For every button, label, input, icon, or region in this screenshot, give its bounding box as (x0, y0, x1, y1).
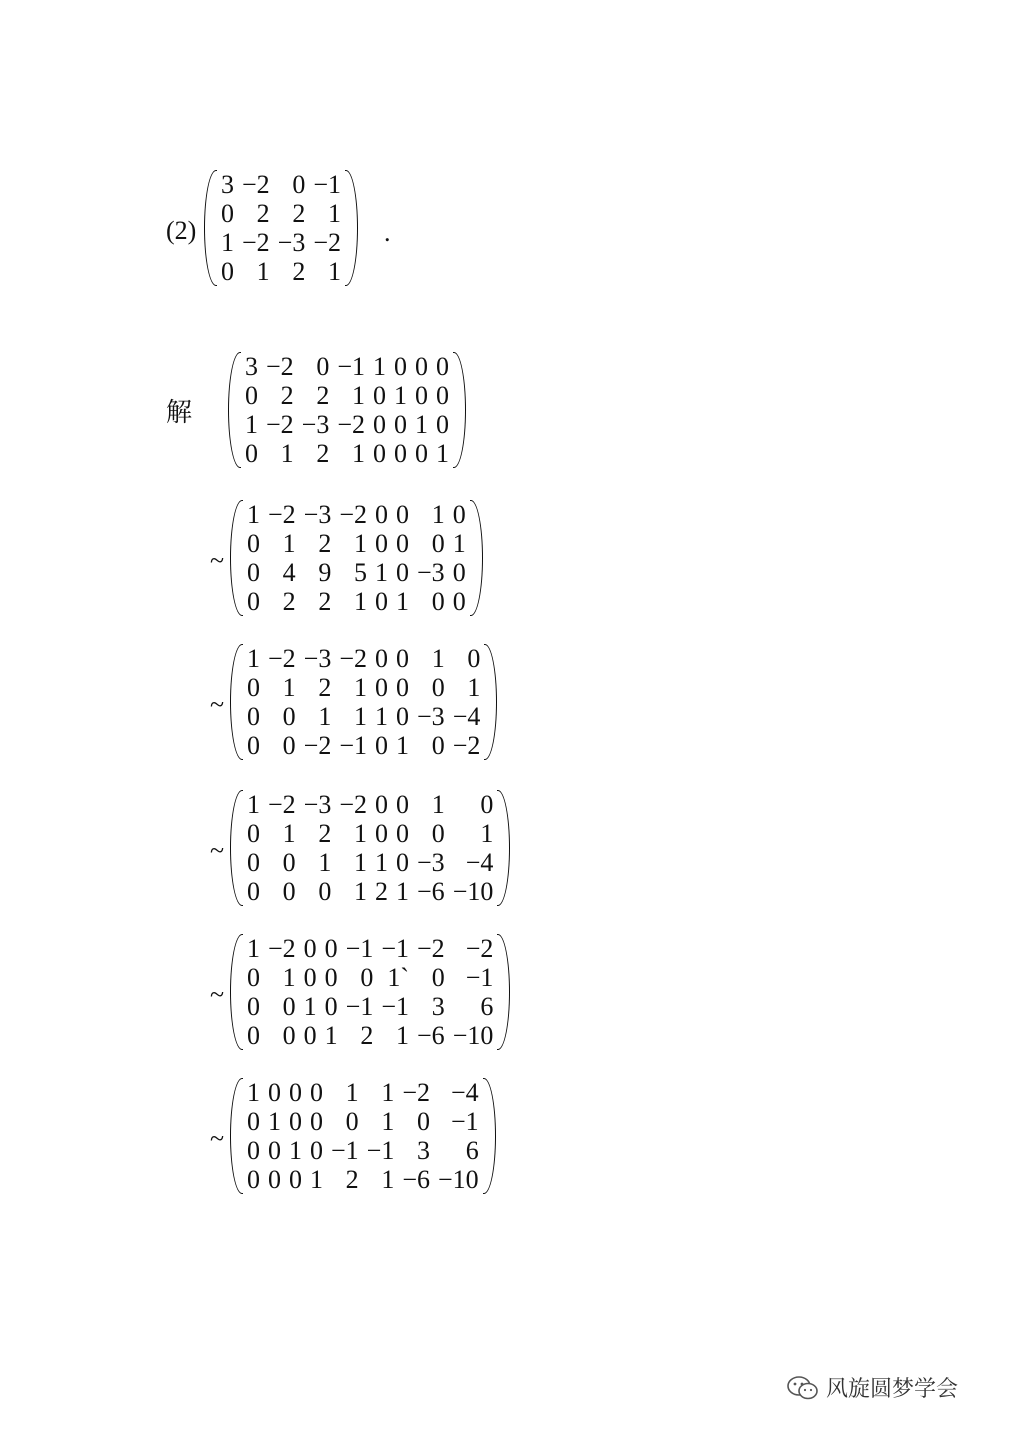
matrix-row (243, 819, 497, 848)
matrix-cell: 0 (452, 587, 466, 616)
left-paren (230, 500, 243, 616)
matrix-cell: −1 (331, 1136, 359, 1165)
matrix-cell: 1 (396, 731, 410, 760)
matrix-cell: 0 (375, 731, 389, 760)
matrix-cell: 2 (318, 587, 332, 616)
matrix-cell: 0 (303, 934, 317, 963)
matrix-0 (204, 170, 358, 286)
matrix-cell: −1 (381, 934, 410, 963)
matrix-6 (230, 1078, 496, 1194)
matrix-cell: 0 (396, 500, 410, 529)
matrix-cell: 0 (431, 587, 445, 616)
matrix-cell: 0 (436, 381, 450, 410)
matrix-table (243, 934, 497, 1050)
wechat-icon (786, 1375, 820, 1401)
matrix-cell: 1 (289, 1136, 302, 1165)
matrix-cell: −3 (303, 644, 332, 673)
matrix-cell: 0 (375, 529, 389, 558)
matrix-cell: −6 (417, 1021, 445, 1050)
matrix-1 (228, 352, 466, 468)
matrix-cell: 1 (373, 352, 387, 381)
matrix-row (243, 963, 497, 992)
matrix-cell: −6 (402, 1165, 431, 1194)
matrix-cell: −3 (303, 790, 332, 819)
matrix-cell: 1 (256, 257, 270, 286)
matrix-cell: 0 (310, 1078, 323, 1107)
matrix-cell: −2 (339, 500, 368, 529)
matrix-row (241, 381, 453, 410)
matrix-row (243, 1078, 483, 1107)
matrix-cell: 0 (431, 673, 445, 702)
matrix-cell: 0 (396, 848, 410, 877)
matrix-cell: 0 (396, 673, 410, 702)
matrix-cell: −1 (366, 1136, 395, 1165)
matrix-cell: 0 (289, 1107, 302, 1136)
matrix-cell: −4 (465, 848, 494, 877)
matrix-row (217, 199, 345, 228)
matrix-cell: 1 (247, 500, 260, 529)
matrix-cell: 1 (354, 848, 368, 877)
matrix-cell: 1 (354, 819, 368, 848)
matrix-cell: 0 (452, 558, 466, 587)
matrix-cell: 0 (245, 439, 258, 468)
matrix-cell: 0 (247, 992, 260, 1021)
matrix-cell: −1 (313, 170, 342, 199)
matrix-cell: 0 (324, 992, 338, 1021)
matrix-table (243, 500, 470, 616)
matrix-row (243, 702, 484, 731)
matrix-cell: 2 (318, 819, 332, 848)
matrix-cell: 0 (375, 587, 389, 616)
tilde-5: ~ (210, 1124, 225, 1153)
matrix-cell: 1 (280, 439, 294, 468)
matrix-cell: 0 (360, 963, 374, 992)
matrix-cell: 1 (431, 500, 445, 529)
matrix-cell: −3 (417, 848, 445, 877)
matrix-cell: 1 (352, 381, 366, 410)
matrix-cell: 1 (345, 1078, 359, 1107)
matrix-row (243, 529, 470, 558)
matrix-cell: 0 (396, 819, 410, 848)
matrix-cell: 0 (417, 1107, 431, 1136)
solution-label: 解 (166, 398, 193, 427)
matrix-cell: 0 (247, 1165, 260, 1194)
right-paren (497, 934, 510, 1050)
left-paren (230, 644, 243, 760)
matrix-cell: 1 (282, 529, 296, 558)
matrix-row (243, 1107, 483, 1136)
matrix-cell: 0 (221, 199, 234, 228)
matrix-cell: 0 (247, 702, 260, 731)
matrix-cell: 0 (247, 877, 260, 906)
matrix-cell: 0 (282, 702, 296, 731)
matrix-cell: 1 (480, 819, 494, 848)
matrix-row (243, 1021, 497, 1050)
matrix-cell: 0 (247, 558, 260, 587)
matrix-cell: 2 (375, 877, 389, 906)
watermark-text: 风旋圆梦学会 (826, 1377, 959, 1402)
matrix-cell: 0 (316, 352, 330, 381)
matrix-cell: 0 (282, 848, 296, 877)
matrix-cell: 0 (303, 1021, 317, 1050)
matrix-cell: −1 (465, 963, 494, 992)
matrix-row (243, 1165, 483, 1194)
matrix-cell: 1 (381, 1107, 395, 1136)
matrix-cell: 0 (247, 1136, 260, 1165)
matrix-cell: 2 (256, 199, 270, 228)
matrix-table (243, 1078, 483, 1194)
matrix-cell: 1 (282, 963, 296, 992)
matrix-cell: 2 (316, 439, 330, 468)
matrix-cell: 1 (282, 673, 296, 702)
matrix-cell: 1 (452, 529, 466, 558)
matrix-cell: 0 (310, 1136, 323, 1165)
matrix-cell: 0 (396, 529, 410, 558)
matrix-cell: 0 (247, 819, 260, 848)
matrix-cell: 3 (221, 170, 234, 199)
matrix-cell: −2 (339, 790, 368, 819)
matrix-cell: −2 (268, 934, 296, 963)
matrix-cell: 0 (247, 963, 260, 992)
matrix-cell: 1` (387, 963, 410, 992)
matrix-cell: 0 (375, 500, 389, 529)
matrix-cell: −1 (339, 731, 368, 760)
matrix-cell: 1 (247, 934, 260, 963)
matrix-row (243, 1136, 483, 1165)
matrix-cell: −10 (452, 1021, 494, 1050)
matrix-cell: 5 (354, 558, 368, 587)
matrix-cell: 1 (354, 877, 368, 906)
matrix-cell: 2 (318, 673, 332, 702)
matrix-cell: −6 (417, 877, 445, 906)
left-paren (230, 790, 243, 906)
matrix-cell: 0 (318, 877, 332, 906)
matrix-cell: 1 (415, 410, 429, 439)
matrix-cell: −3 (417, 702, 445, 731)
matrix-cell: 1 (247, 790, 260, 819)
matrix-cell: 1 (375, 848, 389, 877)
matrix-cell: 0 (396, 702, 410, 731)
matrix-cell: −3 (277, 228, 306, 257)
matrix-cell: −1 (345, 934, 374, 963)
matrix-cell: −2 (339, 644, 368, 673)
matrix-cell: 0 (292, 170, 306, 199)
right-paren (484, 644, 497, 760)
matrix-cell: 3 (245, 352, 258, 381)
matrix-cell: 1 (396, 587, 410, 616)
matrix-cell: 0 (436, 410, 450, 439)
matrix-cell: 1 (431, 644, 445, 673)
matrix-cell: 1 (467, 673, 481, 702)
matrix-cell: 1 (354, 702, 368, 731)
matrix-cell: 0 (247, 1021, 260, 1050)
matrix-cell: 2 (292, 199, 306, 228)
matrix-cell: 0 (431, 819, 445, 848)
matrix-cell: 0 (373, 381, 387, 410)
matrix-row (243, 848, 497, 877)
matrix-cell: 0 (373, 439, 387, 468)
matrix-cell: 0 (268, 1078, 281, 1107)
matrix-2 (230, 500, 483, 616)
matrix-cell: 4 (282, 558, 296, 587)
matrix-cell: −4 (452, 702, 481, 731)
matrix-cell: 1 (394, 381, 408, 410)
right-paren (453, 352, 466, 468)
left-paren (228, 352, 241, 468)
right-paren (470, 500, 483, 616)
matrix-cell: 6 (480, 992, 494, 1021)
matrix-cell: 0 (373, 410, 387, 439)
right-paren (345, 170, 358, 286)
matrix-cell: 1 (247, 644, 260, 673)
left-paren (230, 1078, 243, 1194)
matrix-table (241, 352, 453, 468)
matrix-row (217, 228, 345, 257)
tilde-2: ~ (210, 690, 225, 719)
matrix-cell: 6 (465, 1136, 479, 1165)
matrix-cell: 1 (354, 673, 368, 702)
matrix-cell: 0 (396, 644, 410, 673)
matrix-cell: 2 (282, 587, 296, 616)
matrix-cell: 1 (268, 1107, 281, 1136)
matrix-cell: 0 (431, 963, 445, 992)
matrix-cell: 0 (467, 644, 481, 673)
matrix-cell: −1 (451, 1107, 479, 1136)
matrix-cell: 0 (268, 1136, 281, 1165)
matrix-cell: 1 (318, 702, 332, 731)
matrix-table (243, 790, 497, 906)
tilde-4: ~ (210, 980, 225, 1009)
matrix-cell: −2 (268, 500, 296, 529)
matrix-cell: −3 (303, 500, 332, 529)
problem-label: (2) (166, 216, 197, 245)
matrix-cell: 1 (282, 819, 296, 848)
matrix-row (243, 731, 484, 760)
matrix-cell: 0 (268, 1165, 281, 1194)
matrix-cell: −2 (266, 410, 294, 439)
matrix-row (243, 992, 497, 1021)
matrix-cell: −1 (381, 992, 410, 1021)
matrix-cell: 2 (318, 529, 332, 558)
matrix-cell: −4 (451, 1078, 479, 1107)
matrix-cell: 0 (415, 352, 429, 381)
matrix-cell: 1 (328, 199, 342, 228)
matrix-cell: 2 (345, 1165, 359, 1194)
matrix-cell: −2 (452, 731, 481, 760)
matrix-cell: 1 (354, 587, 368, 616)
matrix-cell: −3 (417, 558, 445, 587)
matrix-cell: 0 (289, 1165, 302, 1194)
matrix-cell: −3 (301, 410, 330, 439)
matrix-cell: 0 (324, 934, 338, 963)
matrix-cell: 1 (318, 848, 332, 877)
matrix-cell: 0 (282, 992, 296, 1021)
matrix-cell: 0 (247, 673, 260, 702)
matrix-cell: 1 (245, 410, 258, 439)
matrix-cell: 0 (345, 1107, 359, 1136)
matrix-cell: 1 (328, 257, 342, 286)
matrix-cell: 1 (324, 1021, 338, 1050)
matrix-cell: 1 (247, 1078, 260, 1107)
matrix-cell: 1 (354, 529, 368, 558)
matrix-cell: −10 (438, 1165, 479, 1194)
matrix-cell: 0 (452, 500, 466, 529)
matrix-row (243, 877, 497, 906)
matrix-cell: 1 (396, 877, 410, 906)
matrix-cell: 1 (221, 228, 234, 257)
watermark (786, 1372, 958, 1403)
matrix-cell: 3 (431, 992, 445, 1021)
matrix-cell: 0 (282, 731, 296, 760)
matrix-cell: 0 (394, 352, 408, 381)
matrix-cell: 0 (247, 587, 260, 616)
matrix-cell: 1 (436, 439, 450, 468)
matrix-cell: −1 (337, 352, 366, 381)
matrix-cell: 2 (292, 257, 306, 286)
matrix-cell: 0 (394, 439, 408, 468)
matrix-cell: 0 (289, 1078, 302, 1107)
period: . (384, 218, 391, 247)
matrix-cell: −2 (266, 352, 294, 381)
matrix-cell: 0 (375, 673, 389, 702)
matrix-cell: 0 (480, 790, 494, 819)
matrix-cell: 0 (324, 963, 338, 992)
left-paren (204, 170, 217, 286)
matrix-cell: −2 (242, 228, 270, 257)
matrix-row (241, 410, 453, 439)
matrix-row (217, 170, 345, 199)
matrix-row (243, 934, 497, 963)
matrix-cell: 0 (396, 558, 410, 587)
matrix-cell: 0 (375, 644, 389, 673)
matrix-cell: −2 (465, 934, 494, 963)
matrix-cell: 0 (375, 819, 389, 848)
matrix-cell: 0 (303, 963, 317, 992)
matrix-cell: −2 (242, 170, 270, 199)
matrix-cell: 0 (431, 529, 445, 558)
matrix-cell: −2 (402, 1078, 431, 1107)
matrix-cell: 0 (431, 731, 445, 760)
matrix-cell: 0 (221, 257, 234, 286)
matrix-row (243, 790, 497, 819)
matrix-cell: 1 (431, 790, 445, 819)
left-paren (230, 934, 243, 1050)
tilde-3: ~ (210, 836, 225, 865)
matrix-cell: 2 (280, 381, 294, 410)
matrix-row (243, 558, 470, 587)
matrix-cell: 0 (415, 381, 429, 410)
matrix-cell: 1 (375, 558, 389, 587)
matrix-cell: −2 (337, 410, 366, 439)
matrix-5 (230, 934, 510, 1050)
matrix-cell: 0 (247, 848, 260, 877)
tilde-1: ~ (210, 546, 225, 575)
right-paren (497, 790, 510, 906)
matrix-3 (230, 644, 497, 760)
matrix-cell: 0 (247, 731, 260, 760)
matrix-cell: 0 (436, 352, 450, 381)
matrix-cell: −1 (345, 992, 374, 1021)
matrix-cell: 0 (245, 381, 258, 410)
matrix-cell: 1 (303, 992, 317, 1021)
matrix-table (217, 170, 345, 286)
matrix-cell: 0 (282, 877, 296, 906)
matrix-cell: 0 (282, 1021, 296, 1050)
matrix-cell: −2 (417, 934, 445, 963)
matrix-cell: 3 (417, 1136, 431, 1165)
matrix-cell: 1 (381, 1165, 395, 1194)
matrix-cell: 0 (375, 790, 389, 819)
matrix-cell: 9 (318, 558, 332, 587)
matrix-cell: 0 (310, 1107, 323, 1136)
matrix-cell: 0 (394, 410, 408, 439)
matrix-row (243, 587, 470, 616)
matrix-cell: 2 (316, 381, 330, 410)
matrix-cell: 0 (396, 790, 410, 819)
matrix-cell: 0 (247, 529, 260, 558)
matrix-cell: 1 (352, 439, 366, 468)
matrix-cell: 1 (381, 1078, 395, 1107)
matrix-row (243, 644, 484, 673)
matrix-cell: 2 (360, 1021, 374, 1050)
matrix-table (243, 644, 484, 760)
matrix-cell: 0 (247, 1107, 260, 1136)
matrix-cell: −2 (303, 731, 332, 760)
matrix-row (243, 500, 470, 529)
matrix-row (243, 673, 484, 702)
matrix-cell: −2 (268, 644, 296, 673)
matrix-cell: −10 (452, 877, 494, 906)
matrix-cell: −2 (313, 228, 342, 257)
matrix-cell: 0 (415, 439, 429, 468)
matrix-row (217, 257, 345, 286)
matrix-cell: 1 (396, 1021, 410, 1050)
right-paren (483, 1078, 496, 1194)
matrix-cell: −2 (268, 790, 296, 819)
matrix-cell: 1 (310, 1165, 323, 1194)
matrix-row (241, 352, 453, 381)
matrix-4 (230, 790, 510, 906)
matrix-cell: 1 (375, 702, 389, 731)
matrix-row (241, 439, 453, 468)
